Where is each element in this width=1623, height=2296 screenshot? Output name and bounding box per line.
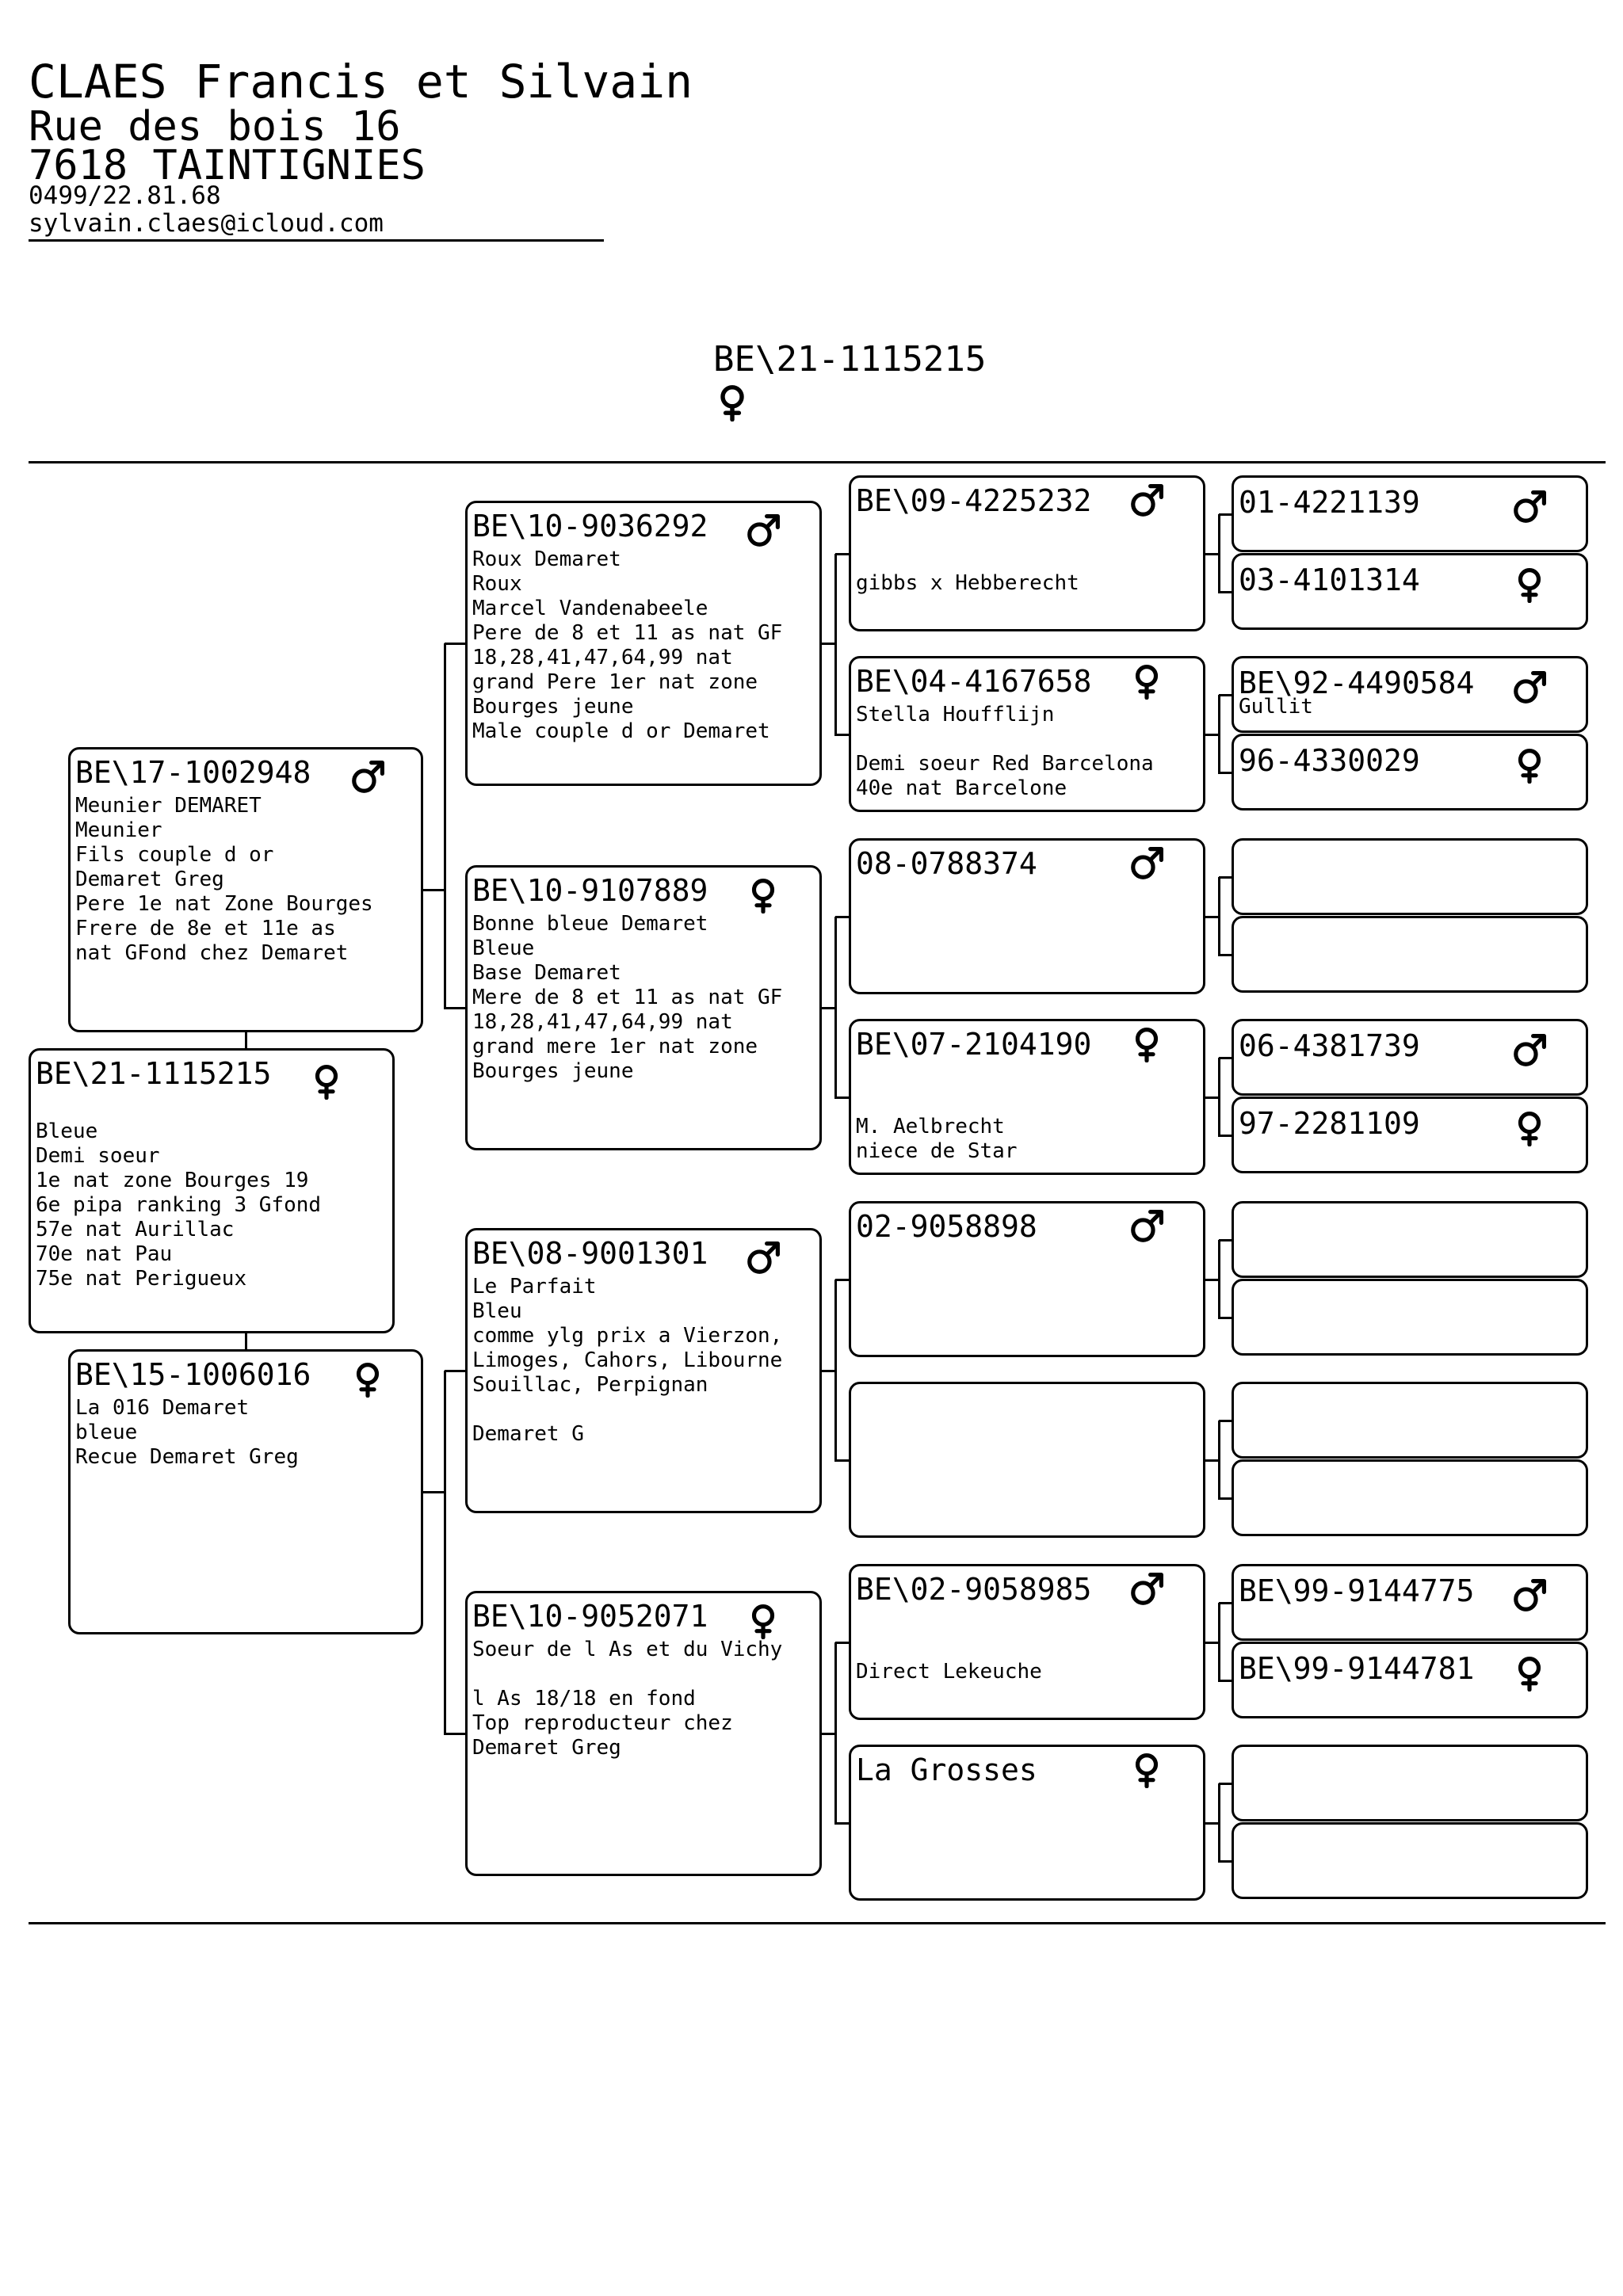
ring-number: BE\15-1006016 — [75, 1357, 311, 1392]
connector-line — [1218, 1603, 1220, 1682]
male-symbol-icon — [1511, 489, 1548, 525]
ring-number: BE\10-9052071 — [472, 1599, 708, 1634]
male-symbol-icon — [1511, 1577, 1548, 1614]
female-symbol-icon — [349, 1361, 386, 1398]
pedigree-box-dam — [68, 1349, 423, 1634]
connector-line — [1219, 954, 1232, 956]
bird-notes: gibbs x Hebberecht — [856, 571, 1079, 595]
ring-number: La Grosses — [856, 1753, 1037, 1787]
female-symbol-icon — [1511, 1655, 1548, 1691]
ring-number: BE\07-2104190 — [856, 1027, 1092, 1062]
pedigree-box-dam-sire-sire-sire — [1232, 1201, 1588, 1278]
connector-line — [1218, 1421, 1220, 1500]
connector-line — [1205, 1822, 1219, 1825]
connector-line — [1219, 1239, 1232, 1241]
connector-line — [1218, 1783, 1220, 1863]
connector-line — [1219, 513, 1232, 516]
connector-line — [835, 734, 849, 736]
connector-line — [835, 916, 849, 918]
subject-ring-number: BE\21-1115215 — [713, 339, 987, 379]
female-symbol-icon — [1511, 566, 1548, 603]
ring-number: BE\17-1002948 — [75, 755, 311, 790]
connector-line — [1219, 1783, 1232, 1785]
connector-line — [1219, 772, 1232, 774]
pedigree-box-dam-sire-dam-sire — [1232, 1382, 1588, 1459]
pedigree-box-dam-dam — [465, 1591, 822, 1876]
connector-line — [835, 1642, 849, 1644]
bird-notes: Soeur de l As et du Vichy l As 18/18 en fond Top reproducteur chez Demaret Greg — [472, 1638, 783, 1760]
bird-notes: Meunier DEMARET Meunier Fils couple d or Demaret Greg Pere 1e nat Zone Bourges Frere de 8e et 11e as nat GFond chez Demaret — [75, 794, 373, 965]
connector-line — [1218, 1240, 1220, 1319]
connector-line — [1205, 553, 1219, 555]
connector-line — [835, 1279, 849, 1281]
connector-line — [1219, 1680, 1232, 1682]
pedigree-box-dam-sire-sire-dam — [1232, 1279, 1588, 1356]
male-symbol-icon — [745, 1240, 781, 1276]
female-symbol-icon — [1128, 1026, 1165, 1062]
female-symbol-icon — [745, 1603, 781, 1639]
connector-line — [1219, 1317, 1232, 1319]
connector-line — [822, 1370, 835, 1372]
female-symbol-icon — [1511, 1110, 1548, 1146]
pedigree-box-dam-sire — [465, 1228, 822, 1513]
bird-notes: Bleue Demi soeur 1e nat zone Bourges 19 6e pipa ranking 3 Gfond 57e nat Aurillac 70e nat Pau 75e nat Perigueux — [36, 1119, 322, 1291]
pedigree-box-sire-dam-sire-sire — [1232, 838, 1588, 915]
ring-number: 96-4330029 — [1239, 743, 1420, 778]
connector-line — [1218, 877, 1220, 956]
subject-sex-icon — [713, 383, 751, 425]
connector-line — [822, 643, 835, 645]
connector-line — [834, 1642, 837, 1825]
male-symbol-icon — [1511, 669, 1548, 706]
owner-name: CLAES Francis et Silvain — [29, 55, 693, 109]
female-symbol-icon — [1128, 663, 1165, 700]
connector-line — [445, 643, 465, 645]
connector-line — [1205, 916, 1219, 918]
pedigree-box-sire-dam-dam — [849, 1019, 1205, 1175]
connector-line — [1205, 1279, 1219, 1281]
connector-line — [1219, 1420, 1232, 1422]
female-symbol-icon — [1511, 747, 1548, 784]
pedigree-box-dam-dam-sire — [849, 1564, 1205, 1720]
connector-line — [423, 1491, 445, 1493]
owner-phone: 0499/22.81.68 — [29, 181, 221, 210]
ring-number: 97-2281109 — [1239, 1106, 1420, 1141]
bird-notes: Bonne bleue Demaret Bleue Base Demaret Mere de 8 et 11 as nat GF 18,28,41,47,64,99 nat grand mere 1er nat zone Bourges jeune — [472, 912, 783, 1083]
ring-number: BE\92-4490584 — [1239, 666, 1475, 700]
bird-notes: Roux Demaret Roux Marcel Vandenabeele Pere de 8 et 11 as nat GF 18,28,41,47,64,99 nat grand Pere 1er nat zone Bourges jeune Male couple d or Demaret — [472, 547, 783, 743]
connector-line — [1218, 1058, 1220, 1137]
connector-line — [245, 1333, 247, 1349]
pedigree-box-sire-dam — [465, 865, 822, 1150]
pedigree-box-sire-sire-dam-dam — [1232, 734, 1588, 810]
pedigree-box-sire-dam-sire — [849, 838, 1205, 994]
pedigree-box-dam-dam-sire-dam — [1232, 1642, 1588, 1718]
connector-line — [1219, 1057, 1232, 1059]
connector-line — [1219, 1135, 1232, 1137]
bird-notes: Direct Lekeuche — [856, 1660, 1042, 1684]
ring-number: 03-4101314 — [1239, 563, 1420, 597]
ring-number: BE\02-9058985 — [856, 1572, 1092, 1607]
pedigree-box-sire-sire-dam — [849, 656, 1205, 812]
pedigree-box-dam-sire-sire — [849, 1201, 1205, 1357]
pedigree-box-sire-sire-dam-sire — [1232, 656, 1588, 733]
male-symbol-icon — [1511, 1032, 1548, 1069]
pedigree-box-sire-sire-sire-sire — [1232, 475, 1588, 552]
ring-number: 01-4221139 — [1239, 485, 1420, 520]
ring-number: BE\99-9144781 — [1239, 1651, 1475, 1686]
ring-number: BE\21-1115215 — [36, 1056, 272, 1091]
connector-line — [835, 1822, 849, 1825]
connector-line — [1219, 591, 1232, 593]
connector-line — [445, 1007, 465, 1009]
pedigree-box-sire-dam-dam-sire — [1232, 1019, 1588, 1096]
ring-number: 08-0788374 — [856, 846, 1037, 881]
connector-line — [822, 1007, 835, 1009]
connector-line — [245, 1032, 247, 1048]
pedigree-box-sire-dam-sire-dam — [1232, 916, 1588, 993]
ring-number: 02-9058898 — [856, 1209, 1037, 1244]
male-symbol-icon — [1128, 1208, 1165, 1245]
connector-line — [444, 643, 446, 1009]
pedigree-box-sire-sire — [465, 501, 822, 786]
bird-notes: Gullit — [1239, 695, 1313, 719]
male-symbol-icon — [349, 759, 386, 795]
male-symbol-icon — [1128, 482, 1165, 519]
female-symbol-icon — [745, 877, 781, 913]
connector-line — [1218, 695, 1220, 774]
owner-city: 7618 TAINTIGNIES — [29, 142, 426, 189]
pedigree-box-sire-sire-sire-dam — [1232, 553, 1588, 630]
male-symbol-icon — [1128, 845, 1165, 882]
bird-notes: La 016 Demaret bleue Recue Demaret Greg — [75, 1396, 299, 1469]
connector-line — [423, 889, 445, 891]
ring-number: BE\10-9036292 — [472, 509, 708, 543]
connector-line — [445, 1370, 465, 1372]
connector-line — [822, 1733, 835, 1735]
connector-line — [1219, 1860, 1232, 1863]
connector-line — [835, 1097, 849, 1099]
pedigree-box-sire-dam-dam-dam — [1232, 1097, 1588, 1173]
ring-number: BE\09-4225232 — [856, 483, 1092, 518]
connector-line — [834, 554, 837, 736]
connector-line — [444, 1371, 446, 1735]
pedigree-bottom-rule — [29, 1922, 1606, 1924]
pedigree-box-dam-dam-dam-sire — [1232, 1745, 1588, 1821]
ring-number: BE\04-4167658 — [856, 664, 1092, 699]
pedigree-box-dam-dam-sire-sire — [1232, 1564, 1588, 1641]
connector-line — [1205, 1097, 1219, 1099]
connector-line — [835, 1459, 849, 1462]
connector-line — [1219, 876, 1232, 879]
bird-notes: Le Parfait Bleu comme ylg prix a Vierzon, Limoges, Cahors, Libourne Souillac, Perpignan Demaret G — [472, 1275, 783, 1446]
female-symbol-icon — [1128, 1752, 1165, 1788]
male-symbol-icon — [1128, 1571, 1165, 1608]
connector-line — [1205, 1642, 1219, 1644]
owner-underline — [29, 239, 604, 242]
pedigree-box-dam-sire-dam-dam — [1232, 1459, 1588, 1536]
pedigree-box-subject — [29, 1048, 395, 1333]
connector-line — [1219, 1497, 1232, 1500]
pedigree-box-sire — [68, 747, 423, 1032]
pedigree-box-dam-sire-dam — [849, 1382, 1205, 1538]
male-symbol-icon — [745, 513, 781, 549]
connector-line — [1205, 1459, 1219, 1462]
pedigree-box-dam-dam-dam-dam — [1232, 1822, 1588, 1899]
connector-line — [834, 1280, 837, 1462]
pedigree-box-sire-sire-sire — [849, 475, 1205, 631]
ring-number: 06-4381739 — [1239, 1028, 1420, 1063]
owner-street: Rue des bois 16 — [29, 103, 401, 151]
ring-number: BE\99-9144775 — [1239, 1573, 1475, 1608]
connector-line — [1219, 1602, 1232, 1604]
ring-number: BE\08-9001301 — [472, 1236, 708, 1271]
pedigree-top-rule — [29, 461, 1606, 463]
bird-notes: M. Aelbrecht niece de Star — [856, 1115, 1018, 1163]
connector-line — [1219, 694, 1232, 696]
connector-line — [1205, 734, 1219, 736]
connector-line — [835, 553, 849, 555]
connector-line — [445, 1733, 465, 1735]
owner-email: sylvain.claes@icloud.com — [29, 209, 384, 238]
pedigree-box-dam-dam-dam — [849, 1745, 1205, 1901]
connector-line — [1218, 514, 1220, 593]
bird-notes: Stella Houfflijn Demi soeur Red Barcelona 40e nat Barcelone — [856, 703, 1154, 800]
ring-number: BE\10-9107889 — [472, 873, 708, 908]
connector-line — [834, 917, 837, 1099]
